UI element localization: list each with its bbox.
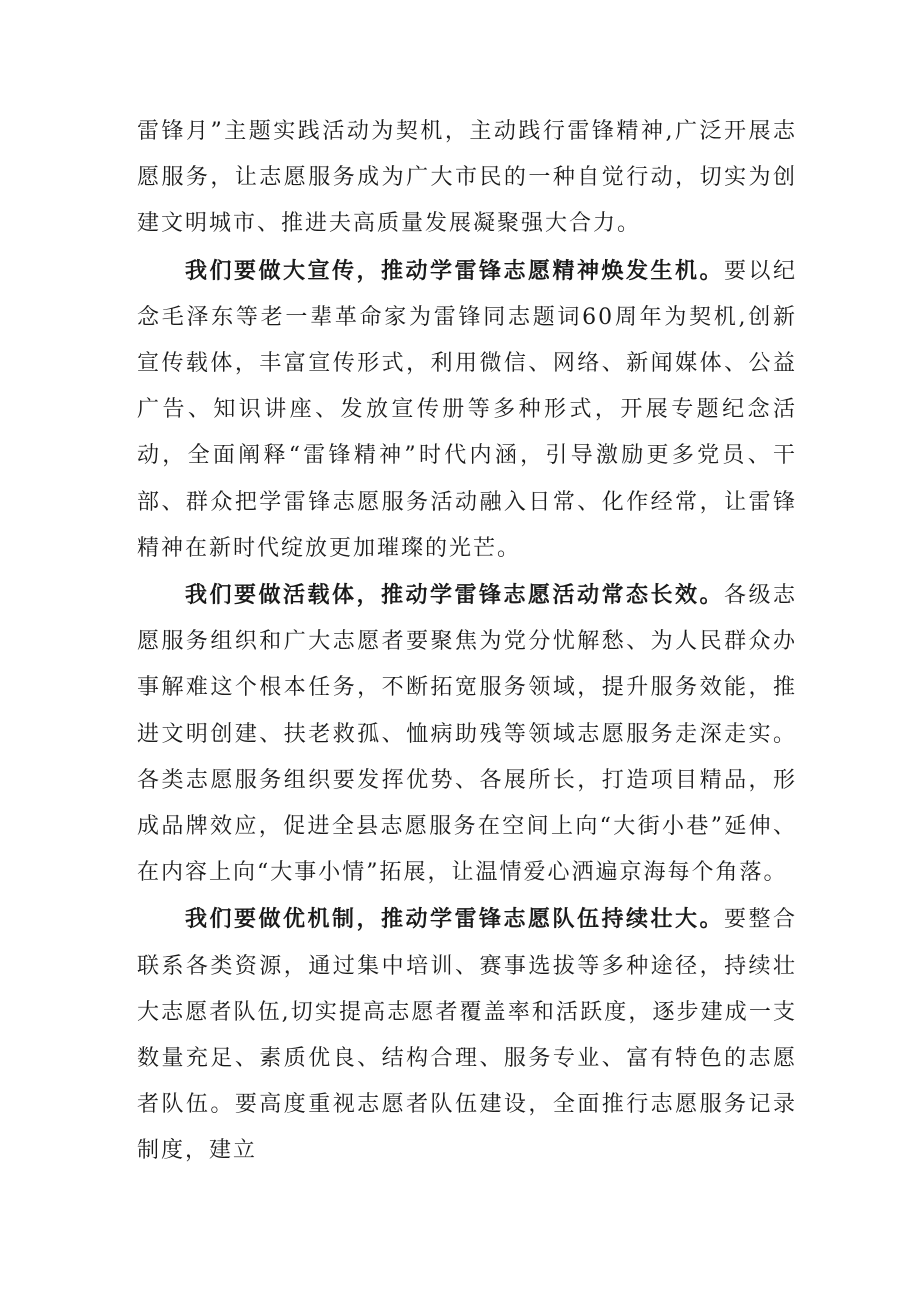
document-page xyxy=(137,108,797,1175)
paragraph-3 xyxy=(137,572,797,896)
paragraph-2 xyxy=(137,248,797,572)
paragraph-1 xyxy=(137,108,797,248)
paragraph-3-lead: 我们要做活载体，推动学雷锋志愿活动常态长效。 xyxy=(185,582,724,609)
paragraph-3-text: 各级志愿服务组织和广大志愿者要聚焦为党分忧解愁、为人民群众办事解难这个根本任务，不断拓宽服务领域，提升服务效能，推进文明创建、扶老救孤、恤病助残等领域志愿服务走深走实。各类志愿服务组织要发挥优势、各展所长，打造项目精品，形成品牌效应，促进全县志愿服务在空间上向“大街小巷”延伸、在内容上向“大事小情”拓展，让温情爱心洒遍京海每个角落。 xyxy=(137,583,797,886)
paragraph-4 xyxy=(137,896,797,1174)
paragraph-4-lead: 我们要做优机制，推动学雷锋志愿队伍持续壮大。 xyxy=(185,906,724,933)
paragraph-1-text: 雷锋月”主题实践活动为契机，主动践行雷锋精神,广泛开展志愿服务，让志愿服务成为广大市民的一种自觉行动，切实为创建文明城市、推进夫高质量发展凝聚强大合力。 xyxy=(137,119,797,237)
paragraph-2-lead: 我们要做大宣传，推动学雷锋志愿精神焕发生机。 xyxy=(185,257,724,284)
paragraph-4-text: 要整合联系各类资源，通过集中培训、赛事选拔等多种途径，持续壮大志愿者队伍,切实提高志愿者覆盖率和活跃度，逐步建成一支数量充足、素质优良、结构合理、服务专业、富有特色的志愿者队伍。要高度重视志愿者队伍建设，全面推行志愿服务记录制度，建立 xyxy=(137,907,797,1164)
paragraph-2-text: 要以纪念毛泽东等老一辈革命家为雷锋同志题词60周年为契机,创新宣传载体，丰富宣传形式，利用微信、网络、新闻媒体、公益广告、知识讲座、发放宣传册等多种形式，开展专题纪念活动，全面阐释“雷锋精神”时代内涵，引导激励更多党员、干部、群众把学雷锋志愿服务活动融入日常、化作经常，让雷锋精神在新时代绽放更加璀璨的光芒。 xyxy=(137,258,797,561)
